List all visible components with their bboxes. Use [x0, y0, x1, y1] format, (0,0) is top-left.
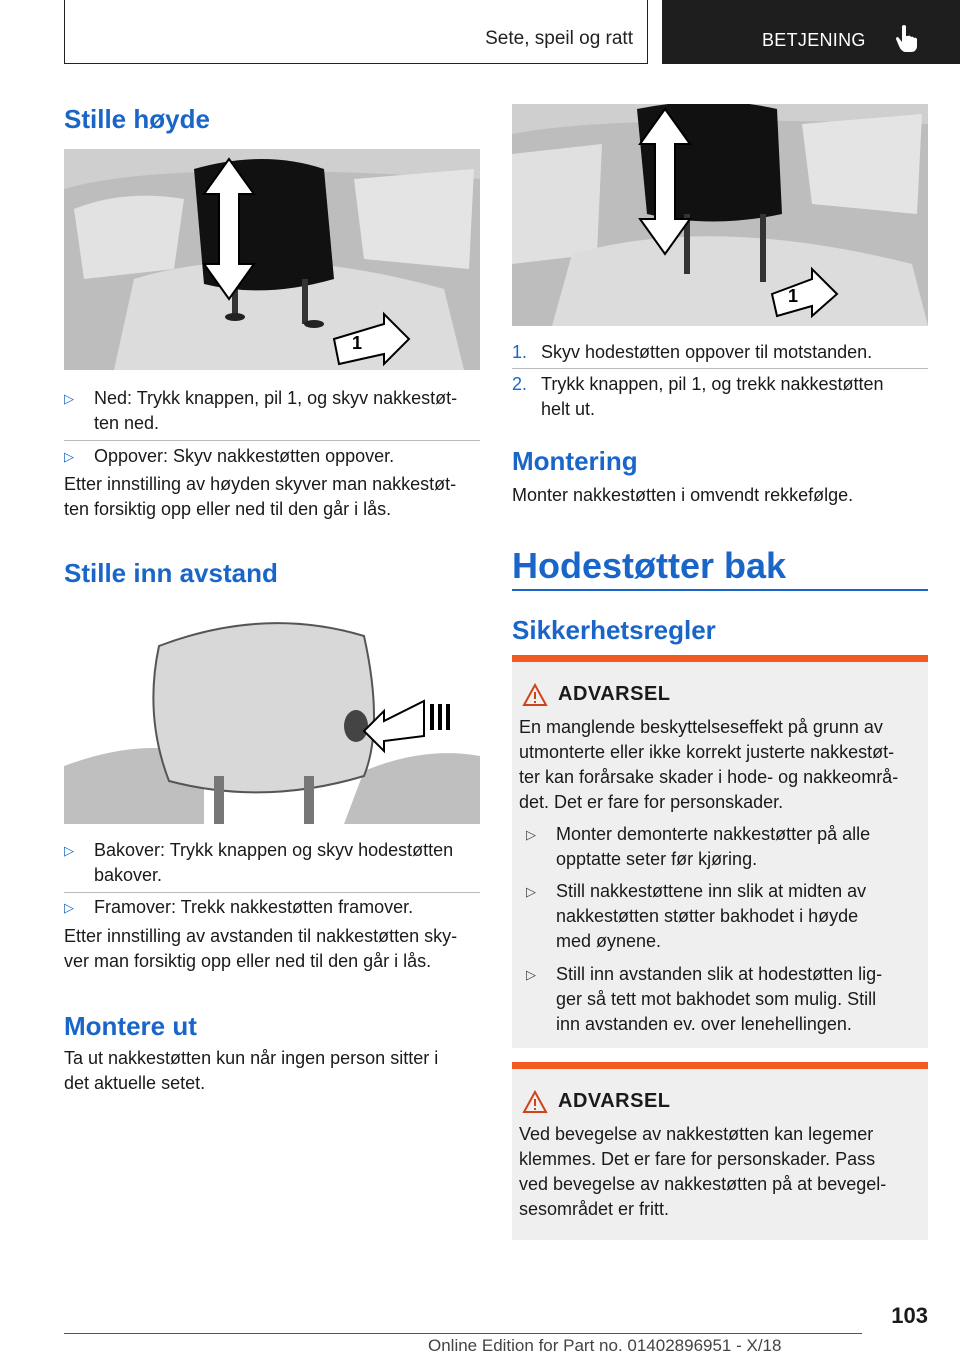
page-number: 103 — [891, 1303, 928, 1328]
footer-edition: Online Edition for Part no. 01402896951 - X/18 — [428, 1336, 782, 1355]
triangle-bullet-icon: ▷ — [64, 449, 74, 464]
headrest-height-drawing — [64, 149, 480, 370]
heading-sikkerhetsregler: Sikkerhetsregler — [512, 615, 716, 645]
step-text: Trykk knappen, pil 1, og trekk nakkestøtten helt ut. — [541, 374, 884, 419]
triangle-bullet-icon: ▷ — [526, 967, 536, 982]
header-section-box — [64, 0, 648, 64]
step-number: 1. — [512, 342, 528, 362]
step-text: Skyv hodestøtten oppover til motstanden. — [541, 342, 873, 362]
triangle-bullet-icon: ▷ — [64, 843, 74, 858]
bullet-text: Still nakkestøttene inn slik at midten av nakkestøtten støtter bakhodet i høyde med øynene. — [556, 881, 867, 951]
arrow-label-1: 1 — [352, 333, 363, 353]
heading-montering: Montering — [512, 446, 638, 476]
headrest-height-illustration — [64, 149, 480, 370]
warning-box — [512, 655, 928, 1048]
warning-box — [512, 1062, 928, 1240]
paragraph: Monter nakkestøtten i omvendt rekkefølge. — [512, 485, 854, 505]
paragraph: Etter innstilling av høyden skyver man nakkestøt- ten forsiktig opp eller ned til den går i lås. — [64, 474, 457, 519]
divider — [512, 368, 928, 369]
warning-triangle-icon — [522, 1090, 548, 1114]
header-chapter-title: BETJENING — [762, 30, 866, 50]
paragraph: Ta ut nakkestøtten kun når ingen person sitter i det aktuelle setet. — [64, 1048, 439, 1093]
bullet-text: Bakover: Trykk knappen og skyv hodestøtten bakover. — [94, 840, 454, 885]
list-item — [64, 386, 480, 438]
warning-triangle-icon — [522, 683, 548, 707]
headrest-distance-illustration — [64, 606, 480, 824]
heading-hodestotter-bak: Hodestøtter bak — [512, 545, 787, 586]
list-item — [526, 962, 926, 1040]
bullet-text: Ned: Trykk knappen, pil 1, og skyv nakkestøt- ten ned. — [94, 388, 458, 433]
heading-montere-ut: Montere ut — [64, 1011, 197, 1041]
heading-stille-inn-avstand: Stille inn avstand — [64, 558, 278, 588]
heading-underline — [512, 589, 928, 591]
triangle-bullet-icon: ▷ — [64, 900, 74, 915]
bullet-text: Still inn avstanden slik at hodestøtten lig- ger så tett mot bakhodet som mulig. Still inn avstanden ev. over lenehellingen. — [556, 964, 883, 1034]
bullet-text: Monter demonterte nakkestøtter på alle opptatte seter før kjøring. — [556, 824, 871, 869]
headrest-removal-illustration — [512, 104, 928, 326]
list-item — [526, 822, 926, 874]
triangle-bullet-icon: ▷ — [64, 391, 74, 406]
warning-text: Ved bevegelse av nakkestøtten kan legemer klemmes. Det er fare for personskader. Pass ved bevegelse av nakkestøtten på at bevegel- sesområdet er fritt. — [519, 1124, 887, 1219]
header-chapter-tab — [662, 0, 960, 64]
headrest-distance-drawing — [64, 606, 480, 824]
bullet-text: Oppover: Skyv nakkestøtten oppover. — [94, 446, 395, 466]
header-section-title: Sete, speil og ratt — [485, 28, 633, 49]
hand-pointer-icon — [894, 24, 920, 54]
triangle-bullet-icon: ▷ — [526, 884, 536, 899]
footer-rule — [64, 1333, 862, 1334]
bullet-text: Framover: Trekk nakkestøtten framover. — [94, 897, 414, 917]
warning-bar — [512, 1062, 928, 1069]
divider — [64, 440, 480, 441]
warning-title: ADVARSEL — [558, 683, 671, 705]
divider — [64, 892, 480, 893]
list-item — [64, 444, 480, 470]
list-item — [512, 372, 928, 424]
list-item — [64, 895, 480, 921]
warning-title: ADVARSEL — [558, 1090, 671, 1112]
warning-text: En manglende beskyttelseseffekt på grunn av utmonterte eller ikke korrekt justerte nakkestøt- ter kan forårsake skader i hode- og nakkeområ- det. Det er fare for personskader. — [519, 717, 899, 812]
triangle-bullet-icon: ▷ — [526, 827, 536, 842]
list-item — [64, 838, 480, 890]
paragraph: Etter innstilling av avstanden til nakkestøtten sky- ver man forsiktig opp eller ned til den går i lås. — [64, 926, 458, 971]
warning-bar — [512, 655, 928, 662]
list-item — [512, 340, 928, 366]
heading-stille-hoyde: Stille høyde — [64, 104, 210, 134]
headrest-removal-drawing — [512, 104, 928, 326]
arrow-label-1: 1 — [788, 286, 799, 306]
step-number: 2. — [512, 374, 528, 394]
list-item — [526, 879, 926, 957]
